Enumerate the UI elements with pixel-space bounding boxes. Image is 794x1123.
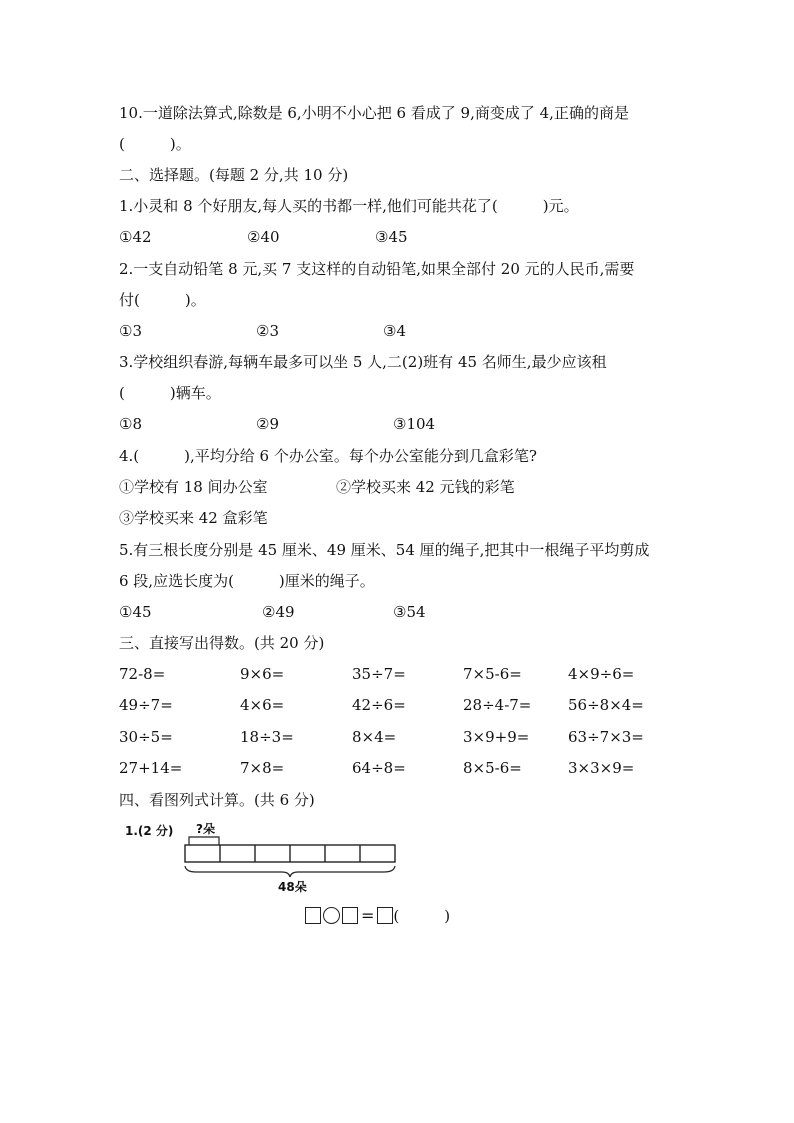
s2-q3-option-3: ③104 xyxy=(393,415,436,433)
calc-item: 63÷7×3= xyxy=(568,728,644,746)
calc-item: 4×9÷6= xyxy=(568,665,635,683)
s2-q5-text-2: 6 段,应选长度为( )厘米的绳子。 xyxy=(119,572,375,590)
calc-item: 8×4= xyxy=(352,728,397,746)
s2-q5-option-3: ③54 xyxy=(393,603,426,621)
calc-item: 56÷8×4= xyxy=(568,696,644,714)
s2-q2-option-1: ①3 xyxy=(119,322,142,340)
s2-q1-option-1: ①42 xyxy=(119,228,152,246)
s2-q4-option-2: ②学校买来 42 元钱的彩笔 xyxy=(336,478,515,496)
answer-box[interactable] xyxy=(305,907,321,924)
calc-item: 72-8= xyxy=(119,665,166,683)
s2-q4-option-1: ①学校有 18 间办公室 xyxy=(119,478,268,496)
s2-q3-text-2: ( )辆车。 xyxy=(119,384,221,402)
calc-item: 49÷7= xyxy=(119,696,173,714)
calc-item: 3×3×9= xyxy=(568,759,635,777)
calc-item: 7×5-6= xyxy=(463,665,522,683)
s2-q3-option-2: ②9 xyxy=(256,415,279,433)
total-brace xyxy=(185,866,395,877)
s2-q4-text: 4.( ),平均分给 6 个办公室。每个办公室能分到几盒彩笔? xyxy=(119,447,537,465)
top-brace xyxy=(189,837,219,845)
calc-item: 64÷8= xyxy=(352,759,406,777)
calc-item: 28÷4-7= xyxy=(463,696,532,714)
s2-q2-option-2: ②3 xyxy=(256,322,279,340)
s2-q1-option-3: ③45 xyxy=(375,228,408,246)
s2-q5-option-1: ①45 xyxy=(119,603,152,621)
s2-q4-option-3: ③学校买来 42 盒彩笔 xyxy=(119,509,268,527)
calc-item: 8×5-6= xyxy=(463,759,522,777)
s2-q3-text-1: 3.学校组织春游,每辆车最多可以坐 5 人,二(2)班有 45 名师生,最少应该租 xyxy=(119,353,607,371)
q10-line2: ( )。 xyxy=(119,135,191,153)
calc-item: 9×6= xyxy=(240,665,285,683)
calc-item: 4×6= xyxy=(240,696,285,714)
figure-total-label: 48朵 xyxy=(278,880,307,894)
s2-q2-text-2: 付( )。 xyxy=(119,291,206,309)
segment-bar xyxy=(185,845,395,862)
s2-q5-option-2: ②49 xyxy=(262,603,295,621)
figure-unknown-label: ?朵 xyxy=(196,822,215,836)
section3-title: 三、直接写出得数。(共 20 分) xyxy=(119,634,325,652)
calc-item: 3×9+9= xyxy=(463,728,530,746)
s2-q2-option-3: ③4 xyxy=(383,322,406,340)
calc-item: 18÷3= xyxy=(240,728,294,746)
calc-item: 27+14= xyxy=(119,759,183,777)
s2-q1-text: 1.小灵和 8 个好朋友,每人买的书都一样,他们可能共花了( )元。 xyxy=(119,197,579,215)
calc-item: 7×8= xyxy=(240,759,285,777)
s2-q1-option-2: ②40 xyxy=(247,228,280,246)
answer-box[interactable] xyxy=(377,907,393,924)
figure-question-label: 1.(2 分) xyxy=(125,824,174,838)
unit-paren: ( ) xyxy=(393,906,451,925)
equals-sign: = xyxy=(361,905,375,925)
calc-item: 35÷7= xyxy=(352,665,406,683)
s2-q3-option-1: ①8 xyxy=(119,415,142,433)
section4-title: 四、看图列式计算。(共 6 分) xyxy=(119,791,315,809)
section2-title: 二、选择题。(每题 2 分,共 10 分) xyxy=(119,166,349,184)
s2-q2-text-1: 2.一支自动铅笔 8 元,买 7 支这样的自动铅笔,如果全部付 20 元的人民币,需要 xyxy=(119,260,635,278)
q10-line1: 10.一道除法算式,除数是 6,小明不小心把 6 看成了 9,商变成了 4,正确的商是 xyxy=(119,104,629,122)
calc-item: 42÷6= xyxy=(352,696,406,714)
s2-q5-text-1: 5.有三根长度分别是 45 厘米、49 厘米、54 厘的绳子,把其中一根绳子平均剪成 xyxy=(119,541,650,559)
calc-item: 30÷5= xyxy=(119,728,173,746)
answer-box[interactable] xyxy=(342,907,358,924)
operator-circle[interactable] xyxy=(323,907,340,924)
answer-equation xyxy=(305,904,450,926)
